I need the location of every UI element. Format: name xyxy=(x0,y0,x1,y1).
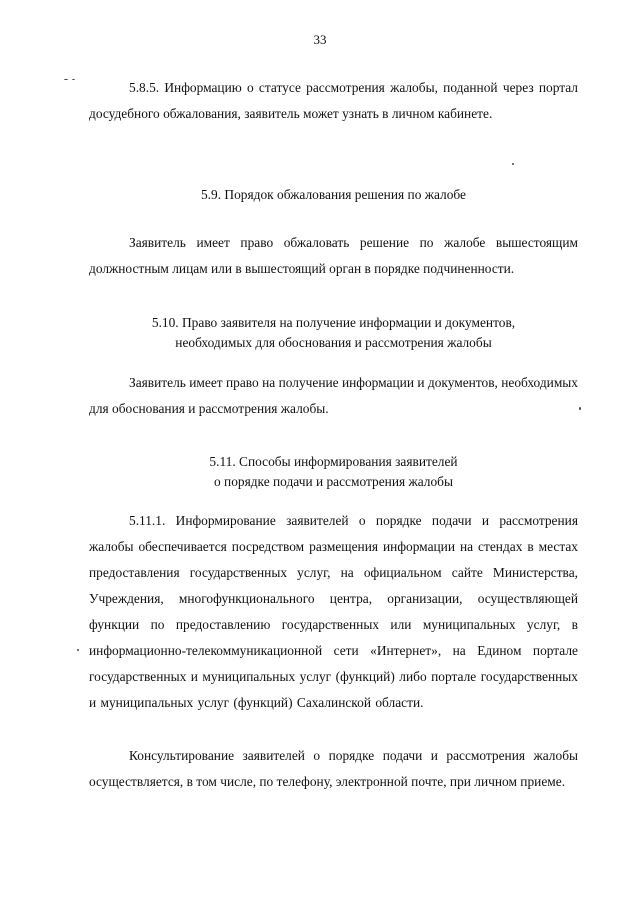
paragraph-consultation: Консультирование заявителей о порядке подачи и рассмотрения жалобы осуществляется, в том числе, по телефону, электронной почте, при личном приеме. xyxy=(89,748,578,789)
paragraph-5-8-5: 5.8.5. Информацию о статусе рассмотрения жалобы, поданной через портал досудебного обжалования, заявитель может узнать в личном кабинете. xyxy=(89,80,578,121)
heading-5-9: 5.9. Порядок обжалования решения по жалобе xyxy=(200,187,467,202)
paragraph-5-9: Заявитель имеет право обжаловать решение по жалобе вышестоящим должностным лицам или в вышестоящий орган в порядке подчиненности. xyxy=(89,235,578,276)
heading-5-10-line1: 5.10. Право заявителя на получение информации и документов, xyxy=(151,315,516,330)
heading-5-10 xyxy=(89,313,578,353)
paragraph-5-10: Заявитель имеет право на получение информации и документов, необходимых для обоснования и рассмотрения жалобы. xyxy=(89,375,578,416)
scan-speck xyxy=(72,79,75,80)
paragraph-5-11-1: 5.11.1. Информирование заявителей о порядке подачи и рассмотрения жалобы обеспечивается посредством размещения информации на стендах в местах предоставления государственных услуг, на официальном сайте Министерства, Учреждения, многофункционального центра, организации, осуществляющей функции по предоставлению государственных или муниципальных услуг, в информационно-телекоммуникационной сети «Интернет», на Едином портале государственных и муниципальных услуг (функций) либо портале государственных и муниципальных услуг (функций) Сахалинской области. xyxy=(89,513,578,710)
scan-speck xyxy=(77,649,79,651)
heading-5-10-line2: необходимых для обоснования и рассмотрения жалобы xyxy=(175,335,492,350)
scan-speck xyxy=(579,407,581,410)
scan-speck xyxy=(64,79,68,80)
heading-5-11-line2: о порядке подачи и рассмотрения жалобы xyxy=(213,474,453,489)
heading-5-11-line1: 5.11. Способы информирования заявителей xyxy=(209,454,458,469)
page-number: 33 xyxy=(313,32,327,47)
scan-speck xyxy=(512,163,514,165)
heading-5-11 xyxy=(89,452,578,492)
